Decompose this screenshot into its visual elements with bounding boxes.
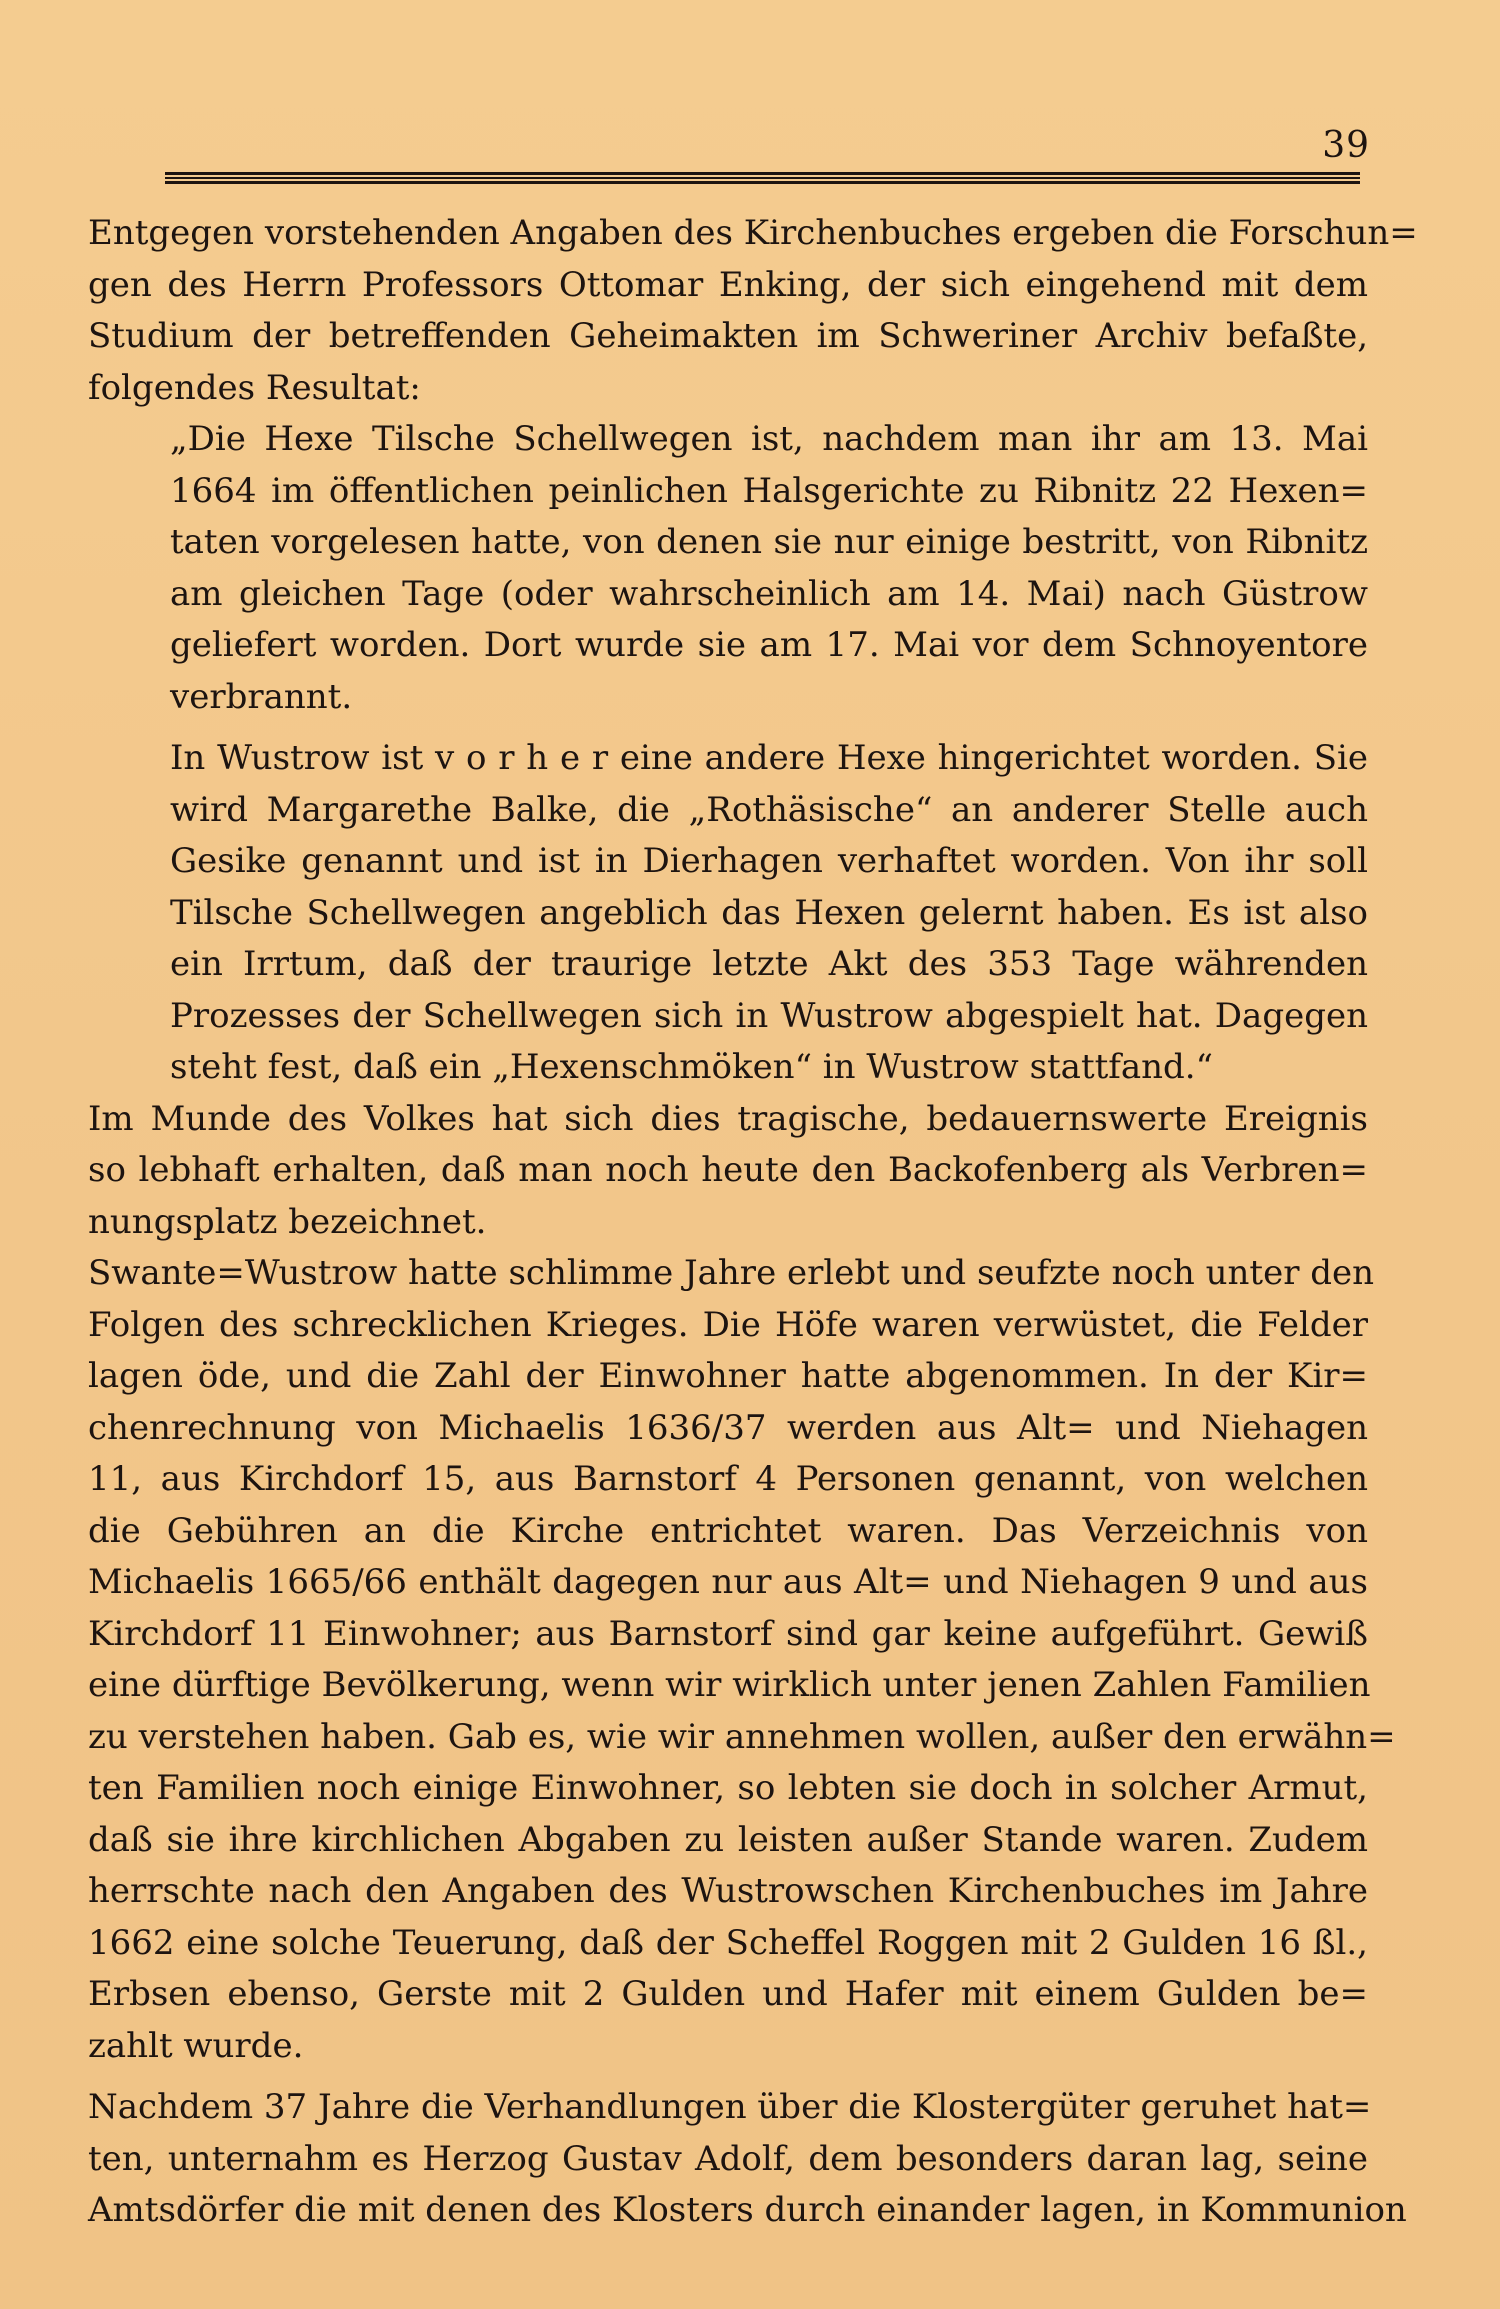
text-line: Tilsche Schellwegen angeblich das Hexen gelernt haben. Es ist also	[170, 892, 1368, 933]
header-rule	[165, 172, 1360, 184]
text-line: 1662 eine solche Teuerung, daß der Scheffel Roggen mit 2 Gulden 16 ßl.,	[88, 1922, 1368, 1963]
text-line: ten, unternahm es Herzog Gustav Adolf, dem besonders daran lag, seine	[88, 2138, 1368, 2179]
text-line: am gleichen Tage (oder wahrscheinlich am 14. Mai) nach Güstrow	[170, 573, 1368, 614]
text-line: verbrannt.	[170, 676, 353, 717]
text-line: die Gebühren an die Kirche entrichtet waren. Das Verzeichnis von	[88, 1510, 1368, 1551]
text-line: Amtsdörfer die mit denen des Klosters durch einander lagen, in Kommunion	[88, 2190, 1407, 2230]
text-line: zu verstehen haben. Gab es, wie wir annehmen wollen, außer den erwähn=	[88, 1716, 1396, 1757]
text-line: steht fest, daß ein „Hexenschmöken“ in Wustrow stattfand.“	[170, 1047, 1213, 1087]
text-line: geliefert worden. Dort wurde sie am 17. Mai vor dem Schnoyentore	[170, 625, 1368, 665]
text-line: Gesike genannt und ist in Dierhagen verhaftet worden. Von ihr soll	[170, 841, 1368, 881]
text-line: In Wustrow ist v o r h e r eine andere Hexe hingerichtet worden. Sie	[170, 738, 1368, 778]
text-line: 1664 im öffentlichen peinlichen Halsgerichte zu Ribnitz 22 Hexen=	[170, 470, 1368, 511]
text-line: Erbsen ebenso, Gerste mit 2 Gulden und Hafer mit einem Gulden be=	[88, 1974, 1368, 2014]
text-line: Studium der betreffenden Geheimakten im Schweriner Archiv befaßte,	[88, 316, 1368, 356]
text-line: Prozesses der Schellwegen sich in Wustrow abgespielt hat. Dagegen	[170, 995, 1368, 1036]
text-line: nungsplatz bezeichnet.	[88, 1201, 487, 1242]
text-line: ein Irrtum, daß der traurige letzte Akt des 353 Tage währenden	[170, 944, 1368, 984]
body-text	[88, 208, 1418, 2237]
text-line: Kirchdorf 11 Einwohner; aus Barnstorf sind gar keine aufgeführt. Gewiß	[88, 1613, 1368, 1654]
text-line: gen des Herrn Professors Ottomar Enking, der sich eingehend mit dem	[88, 264, 1368, 305]
text-line: 11, aus Kirchdorf 15, aus Barnstorf 4 Personen genannt, von welchen	[88, 1459, 1368, 1499]
text-line: Entgegen vorstehenden Angaben des Kirchenbuches ergeben die Forschun=	[88, 213, 1418, 253]
text-line: zahlt wurde.	[88, 2025, 304, 2066]
text-line: „Die Hexe Tilsche Schellwegen ist, nachdem man ihr am 13. Mai	[170, 419, 1368, 459]
text-line: Swante=Wustrow hatte schlimme Jahre erlebt und seufzte noch unter den	[88, 1253, 1375, 1293]
page-number: 39	[1322, 125, 1370, 166]
text-line: Nachdem 37 Jahre die Verhandlungen über die Klostergüter geruhet hat=	[88, 2087, 1372, 2127]
text-line: herrschte nach den Angaben des Wustrowschen Kirchenbuches im Jahre	[88, 1871, 1368, 1911]
text-line: wird Margarethe Balke, die „Rothäsische“ an anderer Stelle auch	[170, 789, 1368, 830]
text-line: chenrechnung von Michaelis 1636/37 werden aus Alt= und Niehagen	[88, 1407, 1368, 1448]
text-line: Folgen des schrecklichen Krieges. Die Höfe waren verwüstet, die Felder	[88, 1304, 1368, 1345]
text-line: daß sie ihre kirchlichen Abgaben zu leisten außer Stande waren. Zudem	[88, 1819, 1368, 1860]
text-line: eine dürftige Bevölkerung, wenn wir wirklich unter jenen Zahlen Familien	[88, 1665, 1371, 1705]
text-line: lagen öde, und die Zahl der Einwohner hatte abgenommen. In der Kir=	[88, 1356, 1368, 1396]
text-line: ten Familien noch einige Einwohner, so lebten sie doch in solcher Armut,	[88, 1768, 1368, 1808]
text-line: Im Munde des Volkes hat sich dies tragische, bedauernswerte Ereignis	[88, 1098, 1368, 1139]
text-line: Michaelis 1665/66 enthält dagegen nur aus Alt= und Niehagen 9 und aus	[88, 1562, 1368, 1602]
text-line: so lebhaft erhalten, daß man noch heute den Backofenberg als Verbren=	[88, 1150, 1368, 1190]
text-line: folgendes Resultat:	[88, 367, 421, 408]
text-line: taten vorgelesen hatte, von denen sie nur einige bestritt, von Ribnitz	[170, 522, 1368, 562]
